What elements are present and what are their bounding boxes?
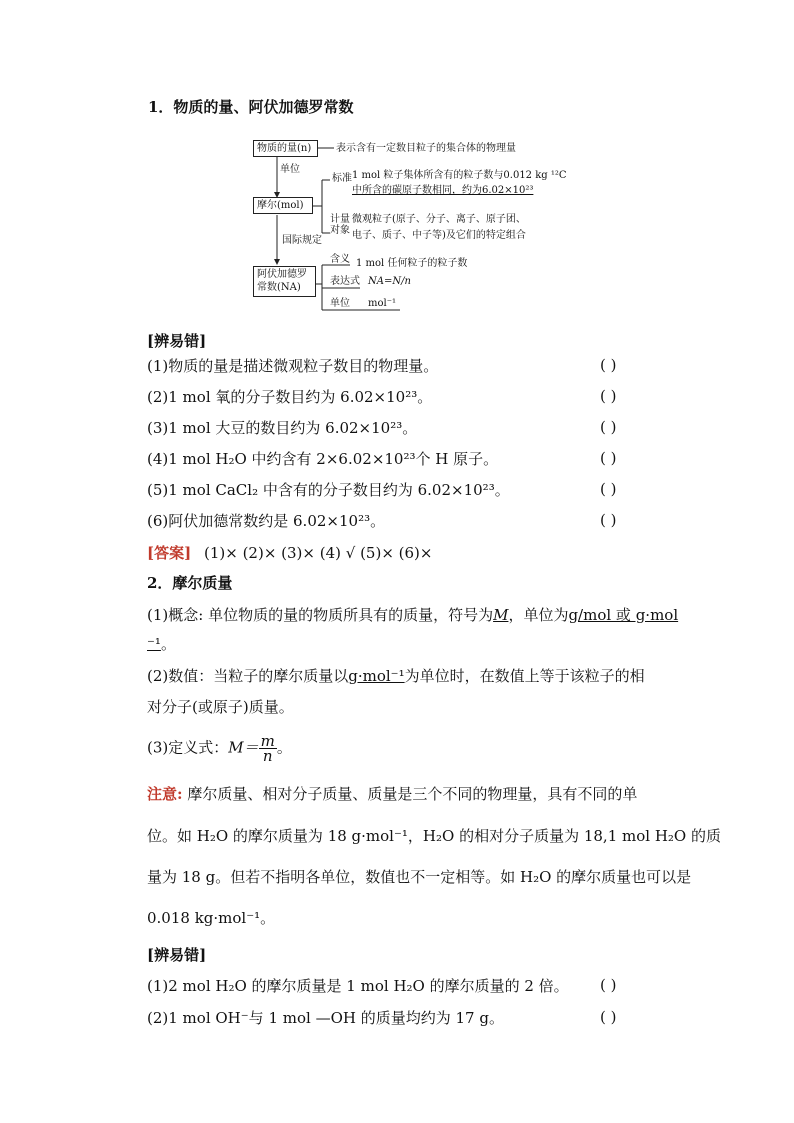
answer-blank-5[interactable]: ( ) xyxy=(600,480,617,498)
answer-blank-4[interactable]: ( ) xyxy=(600,449,617,467)
note-line-4: 0.018 kg·mol⁻¹。 xyxy=(147,909,276,927)
note-label: 注意: xyxy=(147,785,183,803)
answer-label: [答案] xyxy=(147,544,192,562)
standard-line-2: 中所含的碳原子数相同，约为6.02×10²³ xyxy=(352,185,534,196)
answer-blank-8[interactable]: ( ) xyxy=(600,1008,617,1026)
amount-definition: 表示含有一定数目粒子的集合体的物理量 xyxy=(336,143,516,154)
label-unit: 单位 xyxy=(280,164,300,175)
definition-lhs: M＝ xyxy=(228,738,259,757)
quiz-2-item-2: (2)1 mol OH⁻与 1 mol —OH 的质量均约为 17 g。 xyxy=(147,1009,504,1027)
note-text-1: 摩尔质量、相对分子质量、质量是三个不同的物理量，具有不同的单 xyxy=(187,785,638,803)
standard-line-1: 1 mol 粒子集体所含有的粒子数与0.012 kg ¹²C xyxy=(352,170,567,181)
box-avogadro: 阿伏加德罗 常数(NA) xyxy=(253,266,316,297)
quiz-1-item-6: (6)阿伏加德常数约是 6.02×10²³。 xyxy=(147,512,386,530)
label-meaning: 含义 xyxy=(330,254,350,265)
concept-end: 。 xyxy=(160,635,176,653)
concept-line-1 xyxy=(147,605,678,625)
note-line-2: 位。如 H₂O 的摩尔质量为 18 g·mol⁻¹，H₂O 的相对分子质量为 18,1 mol H₂O 的质 xyxy=(147,827,721,845)
concept-unit-2: ⁻¹ xyxy=(147,635,161,653)
fraction-denominator: n xyxy=(262,747,273,765)
section-2-title: 2．摩尔质量 xyxy=(147,574,233,592)
note-line-1 xyxy=(147,784,637,804)
answer-blank-7[interactable]: ( ) xyxy=(600,976,617,994)
label-standard: 标准 xyxy=(332,173,352,184)
definition-fraction xyxy=(259,734,277,763)
value-line-2: 对分子(或原子)质量。 xyxy=(147,698,294,716)
answer-blank-3[interactable]: ( ) xyxy=(600,418,617,436)
concept-symbol: M xyxy=(493,606,509,624)
quiz-1-item-5: (5)1 mol CaCl₂ 中含有的分子数目约为 6.02×10²³。 xyxy=(147,481,510,499)
meaning-text: 1 mol 任何粒子的粒子数 xyxy=(356,258,468,269)
answer-row xyxy=(147,543,432,563)
quiz-2-heading: [辨易错] xyxy=(147,946,207,964)
object-line-2: 电子、质子、中子等)及它们的特定组合 xyxy=(352,230,526,241)
object-line-1: 微观粒子(原子、分子、离子、原子团、 xyxy=(352,214,526,225)
quiz-1-item-4: (4)1 mol H₂O 中约含有 2×6.02×10²³个 H 原子。 xyxy=(147,450,499,468)
answer-blank-1[interactable]: ( ) xyxy=(600,356,617,374)
fraction-numerator: m xyxy=(260,732,275,750)
box-mole: 摩尔(mol) xyxy=(253,197,313,214)
unit-2-text: mol⁻¹ xyxy=(368,298,396,309)
definition-line xyxy=(147,734,292,763)
answer-blank-6[interactable]: ( ) xyxy=(600,511,617,529)
answer-blank-2[interactable]: ( ) xyxy=(600,387,617,405)
concept-text-a: (1)概念: 单位物质的量的物质所具有的质量，符号为 xyxy=(147,606,494,624)
value-line-1 xyxy=(147,666,645,686)
note-line-3: 量为 18 g。但若不指明各单位，数值也不一定相等。如 H₂O 的摩尔质量也可以是 xyxy=(147,868,692,886)
expression-text: NA=N/n xyxy=(368,276,411,287)
label-expression: 表达式 xyxy=(330,276,360,287)
label-object: 计量 对象 xyxy=(330,214,350,236)
quiz-2-item-1: (1)2 mol H₂O 的摩尔质量是 1 mol H₂O 的摩尔质量的 2 倍。 xyxy=(147,977,569,995)
box-amount-of-substance: 物质的量(n) xyxy=(253,140,318,157)
value-unit: g·mol⁻¹ xyxy=(348,667,405,685)
quiz-1-item-2: (2)1 mol 氧的分子数目约为 6.02×10²³。 xyxy=(147,388,433,406)
definition-end: 。 xyxy=(276,738,292,757)
answer-text: (1)× (2)× (3)× (4) √ (5)× (6)× xyxy=(203,544,433,562)
quiz-1-item-3: (3)1 mol 大豆的数目约为 6.02×10²³。 xyxy=(147,419,418,437)
quiz-1-item-1: (1)物质的量是描述微观粒子数目的物理量。 xyxy=(147,357,439,375)
value-text-b: 为单位时，在数值上等于该粒子的相 xyxy=(404,667,645,685)
definition-label: (3)定义式： xyxy=(147,738,229,757)
label-unit-2: 单位 xyxy=(330,298,350,309)
concept-line-2 xyxy=(147,634,176,654)
label-intl: 国际规定 xyxy=(282,235,322,246)
value-text-a: (2)数值：当粒子的摩尔质量以 xyxy=(147,667,349,685)
concept-text-b: ，单位为 xyxy=(508,606,569,624)
quiz-1-heading: [辨易错] xyxy=(147,332,207,350)
concept-unit-1: g/mol 或 g·mol xyxy=(568,606,679,624)
section-1-title: 1．物质的量、阿伏加德罗常数 xyxy=(148,98,354,116)
